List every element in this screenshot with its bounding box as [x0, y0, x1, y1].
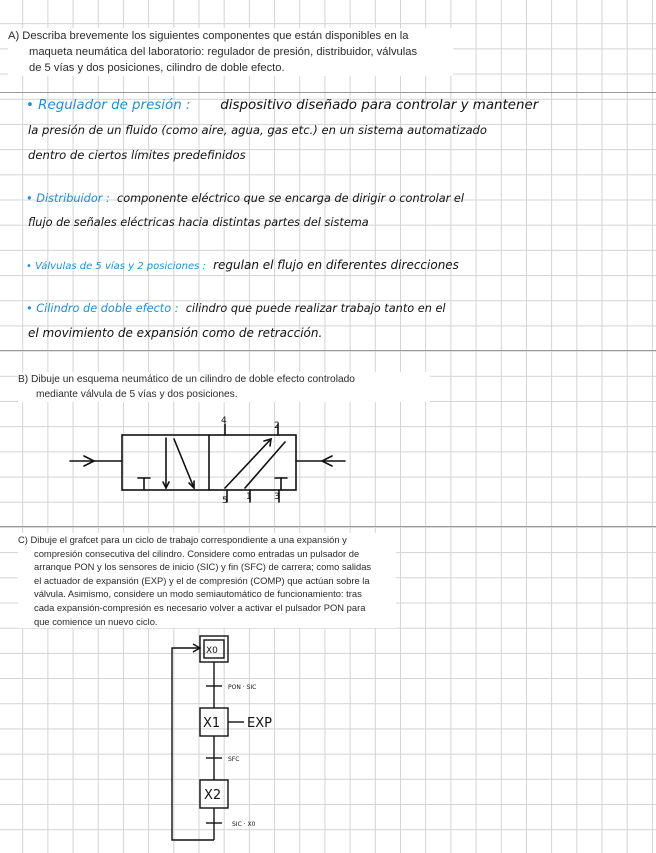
- answer-label: • Distribuidor :: [26, 192, 110, 205]
- question-a-line: maqueta neumática del laboratorio: regulador de presión, distribuidor, válvulas: [29, 46, 418, 58]
- answer-cilindro: [26, 297, 446, 345]
- flow-arrow: [174, 439, 194, 488]
- port-label: 5: [222, 496, 228, 506]
- port-label: 4: [221, 416, 227, 426]
- question-b-text: [18, 372, 430, 402]
- answer-label: • Cilindro de doble efecto :: [26, 302, 179, 315]
- question-c-line: arranque PON y los sensores de inicio (SIC) y fin (SFC) de carrera; como salidas: [34, 561, 372, 573]
- question-c-line: que comience un nuevo ciclo.: [34, 615, 158, 627]
- divider: [0, 526, 656, 527]
- answer-label: • Válvulas de 5 vías y 2 posiciones :: [26, 261, 206, 272]
- question-b-line: mediante válvula de 5 vías y dos posiciones.: [36, 389, 238, 400]
- answer-text: la presión de un fluido (como aire, agua, gas etc.) en un sistema automatizado: [28, 123, 488, 137]
- question-c-text: [18, 533, 396, 628]
- question-b-line: B) Dibuje un esquema neumático de un cilindro de doble efecto controlado: [18, 374, 355, 385]
- answer-valvulas: [26, 254, 459, 278]
- answer-text: flujo de señales eléctricas hacia distintas partes del sistema: [28, 216, 369, 229]
- step-label: X1: [203, 716, 221, 731]
- divider: [0, 350, 656, 351]
- question-a-line: de 5 vías y dos posiciones, cilindro de doble efecto.: [29, 62, 285, 74]
- answer-text: componente eléctrico que se encarga de dirigir o controlar el: [116, 192, 464, 205]
- question-c-line: el actuador de expansión (EXP) y el de compresión (COMP) que actúan sobre la: [34, 574, 370, 586]
- answer-regulador: [26, 93, 538, 168]
- step-label: X2: [204, 788, 222, 803]
- question-a-text: [8, 28, 453, 76]
- flow-arrow: [225, 439, 271, 488]
- question-c-line: compresión consecutiva del cilindro. Considere como entradas un pulsador de: [34, 547, 360, 559]
- port-label: 3: [274, 492, 280, 502]
- return-loop: [172, 648, 214, 840]
- answer-text: regulan el flujo en diferentes direcciones: [213, 258, 459, 272]
- step-label: X0: [206, 646, 218, 656]
- answer-text: dispositivo diseñado para controlar y mantener: [220, 98, 539, 113]
- grafcet-diagram: [160, 630, 320, 853]
- port-label: 2: [274, 421, 280, 431]
- answer-label: • Regulador de presión :: [26, 98, 191, 113]
- valve-diagram: [60, 412, 360, 517]
- answer-text: el movimiento de expansión como de retracción.: [28, 326, 323, 340]
- transition-label: SFC: [228, 756, 240, 763]
- question-a-line: A) Describa brevemente los siguientes componentes que están disponibles en la: [8, 30, 409, 42]
- transition-label: PON · SIC: [228, 684, 257, 691]
- action-label: EXP: [247, 716, 272, 731]
- flow-arrow: [245, 442, 285, 488]
- question-c-line: válvula. Asimismo, considere un modo semiautomático de funcionamiento: tras: [34, 588, 362, 600]
- answer-text: cilindro que puede realizar trabajo tanto en el: [185, 302, 446, 315]
- transition-label: SIC · X0: [232, 821, 256, 828]
- answer-distribuidor: [26, 187, 464, 235]
- question-c-line: C) Dibuje el grafcet para un ciclo de trabajo correspondiente a una expansión y: [18, 534, 347, 545]
- question-c-line: cada expansión-compresión es necesario volver a activar el pulsador PON para: [34, 601, 366, 613]
- port-label: 1: [246, 492, 252, 502]
- answer-text: dentro de ciertos límites predefinidos: [28, 148, 246, 162]
